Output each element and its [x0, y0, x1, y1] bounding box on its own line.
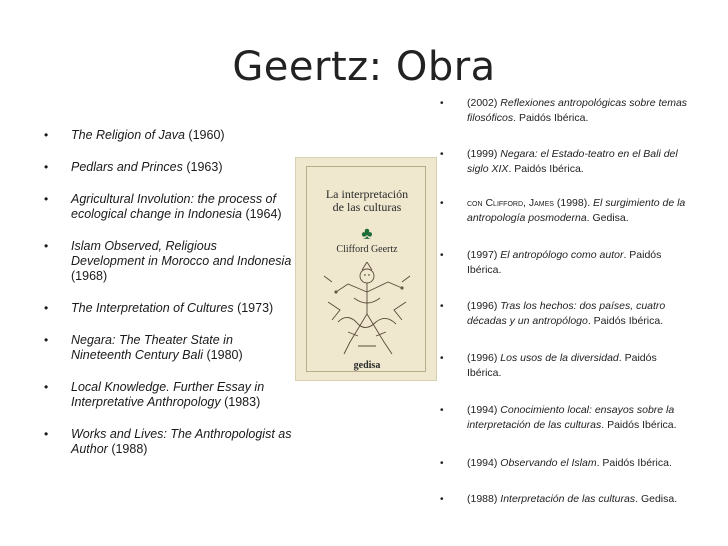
- english-works-list: [44, 128, 294, 474]
- cover-title-line: La interpretación: [325, 187, 409, 201]
- work-year: (1960): [184, 128, 225, 142]
- slide-title: Geertz: Obra: [232, 44, 496, 90]
- work-title: El surgimiento de la antropología posmoderna: [467, 197, 686, 224]
- list-item: [440, 403, 692, 433]
- work-year: (1999): [467, 148, 501, 160]
- cover-title: [296, 188, 438, 214]
- work-title: Agricultural Involution: the process of ecological change in Indonesia: [71, 192, 276, 221]
- work-year: (1983): [220, 395, 261, 409]
- work-publisher: . Paidós Ibérica.: [508, 163, 584, 175]
- work-year: (1980): [203, 348, 243, 362]
- work-title: Interpretación de las culturas: [500, 493, 636, 505]
- cover-illustration: [318, 262, 416, 358]
- work-title: Conocimiento local: ensayos sobre la interpretación de las culturas: [467, 404, 675, 431]
- work-title: Works and Lives: The Anthropologist as Author: [71, 427, 292, 456]
- work-title: El antropólogo como autor: [500, 249, 624, 261]
- work-publisher: . Gedisa.: [635, 493, 678, 505]
- list-item: [440, 147, 692, 177]
- work-year: (1988): [107, 442, 148, 456]
- list-item: [44, 301, 294, 316]
- work-coauthors: con Clifford, James: [467, 197, 554, 209]
- work-publisher: . Paidós Ibérica.: [467, 352, 657, 379]
- work-title: Los usos de la diversidad: [500, 352, 619, 364]
- work-title: The Religion of Java: [71, 128, 185, 142]
- list-item: [440, 248, 692, 278]
- work-publisher: . Paidós Ibérica.: [467, 249, 662, 276]
- work-year: (1968): [71, 269, 108, 283]
- work-year: (1963): [182, 160, 223, 174]
- work-title: Islam Observed, Religious Development in Morocco and Indonesia: [71, 239, 292, 268]
- work-year: (1964): [241, 207, 282, 221]
- work-title: Negara: The Theater State in Nineteenth Century Bali: [71, 333, 233, 362]
- work-publisher: . Paidós Ibérica.: [587, 315, 664, 327]
- work-year: (1988): [467, 493, 501, 505]
- work-year: (1994): [467, 404, 501, 416]
- list-item: [440, 456, 692, 471]
- work-publisher: . Paidós Ibérica.: [601, 419, 677, 431]
- work-title: The Interpretation of Cultures: [71, 301, 234, 315]
- list-item: [44, 333, 294, 363]
- list-item: [44, 192, 294, 222]
- work-year: (1997): [467, 249, 501, 261]
- list-item: [440, 351, 692, 381]
- work-publisher: . Paidós Ibérica.: [596, 457, 672, 469]
- work-title: Reflexiones antropológicas sobre temas filosóficos: [467, 97, 688, 124]
- list-item: [44, 160, 294, 175]
- work-title: Pedlars and Princes: [71, 160, 183, 174]
- list-item: [44, 427, 294, 457]
- work-title: Tras los hechos: dos países, cuatro décadas y un antropólogo: [467, 300, 666, 327]
- work-title: Negara: el Estado-teatro en el Bali del siglo XIX: [467, 148, 678, 175]
- list-item: [440, 196, 692, 226]
- list-item: [440, 96, 692, 126]
- book-cover-image: [295, 157, 437, 381]
- spanish-works-list: [440, 96, 692, 507]
- work-title: Local Knowledge. Further Essay in Interpretative Anthropology: [71, 380, 265, 409]
- cover-publisher: gedisa: [353, 360, 381, 371]
- list-item: [440, 299, 692, 329]
- work-title: Observando el Islam: [500, 457, 597, 469]
- list-item: [44, 128, 294, 143]
- work-year: (1973): [233, 301, 274, 315]
- list-item: [44, 239, 294, 284]
- clover-icon: ♣: [361, 224, 373, 243]
- work-publisher: . Paidós Ibérica.: [513, 112, 589, 124]
- work-year: (1996): [467, 300, 501, 312]
- list-item: [440, 492, 692, 507]
- work-publisher: . Gedisa.: [586, 212, 629, 224]
- work-year: (1998).: [553, 197, 594, 209]
- cover-title-line: de las culturas: [332, 200, 402, 214]
- cover-author: Clifford Geertz: [336, 244, 398, 255]
- work-year: (2002): [467, 97, 501, 109]
- work-year: (1994): [467, 457, 501, 469]
- list-item: [44, 380, 294, 410]
- work-year: (1996): [467, 352, 501, 364]
